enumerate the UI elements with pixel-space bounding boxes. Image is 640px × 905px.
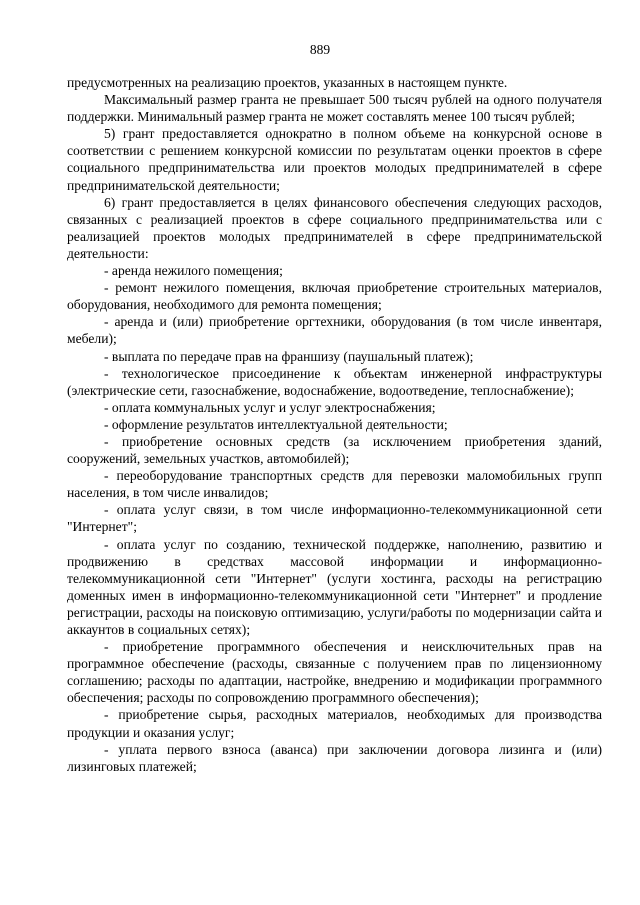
list-item: - ремонт нежилого помещения, включая приобретение строительных материалов, оборудования, необходимого для ремонта помещения; (67, 280, 602, 313)
list-item: - аренда нежилого помещения; (104, 263, 283, 279)
list-item: - оформление результатов интеллектуальной деятельности; (104, 416, 448, 432)
list-item: - уплата первого взноса (аванса) при заключении договора лизинга и (или) лизинговых платежей; (67, 741, 602, 774)
list-item: - оплата коммунальных услуг и услуг электроснабжения; (104, 399, 436, 415)
list-item: - оплата услуг связи, в том числе информационно-телекоммуникационной сети "Интернет"; (67, 502, 602, 535)
paragraph: 5) грант предоставляется однократно в полном объеме на конкурсной основе в соответствии с решением конкурсной комиссии по результатам оценки проектов в сфере социального предпринимательства или проектов молодых предпринимателей в сфере предпринимательской деятельности; (67, 126, 602, 193)
list-item: - приобретение сырья, расходных материалов, необходимых для производства продукции и оказания услуг; (67, 707, 602, 740)
paragraph: предусмотренных на реализацию проектов, указанных в настоящем пункте. (67, 75, 508, 90)
list-item: - приобретение основных средств (за исключением приобретения зданий, сооружений, земельных участков, автомобилей); (67, 433, 602, 467)
paragraph: Максимальный размер гранта не превышает 500 тысяч рублей на одного получателя поддержки. Минимальный размер гранта не может составлять менее 100 тысяч рублей; (67, 92, 602, 125)
list-item: - выплата по передаче прав на франшизу (паушальный платеж); (104, 348, 474, 364)
list-item: - технологическое присоединение к объектам инженерной инфраструктуры (электрические сети, газоснабжение, водоснабжение, водоотведение, теплоснабжение); (67, 365, 602, 398)
page-number: 889 (309, 42, 331, 57)
list-item: - аренда и (или) приобретение оргтехники, оборудования (в том числе инвентаря, мебели); (67, 314, 602, 347)
list-item: - приобретение программного обеспечения и неисключительных прав на программное обеспечение (расходы, связанные с получением прав по лицензионному соглашению; расходы по адаптации, настройке, внедрению и модификации программного обеспечения; расходы по сопровождению программного обеспечения); (67, 639, 602, 706)
paragraph: 6) грант предоставляется в целях финансового обеспечения следующих расходов, связанных с реализацией проектов в сфере социального предпринимательства или с реализацией проектов молодых предпринимателей в сфере предпринимательской деятельности: (67, 194, 602, 261)
list-item: - оплата услуг по созданию, технической поддержке, наполнению, развитию и продвижению в средствах массовой информации и информационно-телекоммуникационной сети "Интернет" (услуги хостинга, расходы на регистрацию доменных имен в информационно-телекоммуникационной сети "Интернет" и продление регистрации, расходы на поисковую оптимизацию, услуги/работы по модернизации сайта и аккаунтов в социальных сетях); (67, 536, 602, 637)
list-item: - переоборудование транспортных средств для перевозки маломобильных групп населения, в том числе инвалидов; (67, 468, 602, 501)
document-body (67, 74, 602, 775)
